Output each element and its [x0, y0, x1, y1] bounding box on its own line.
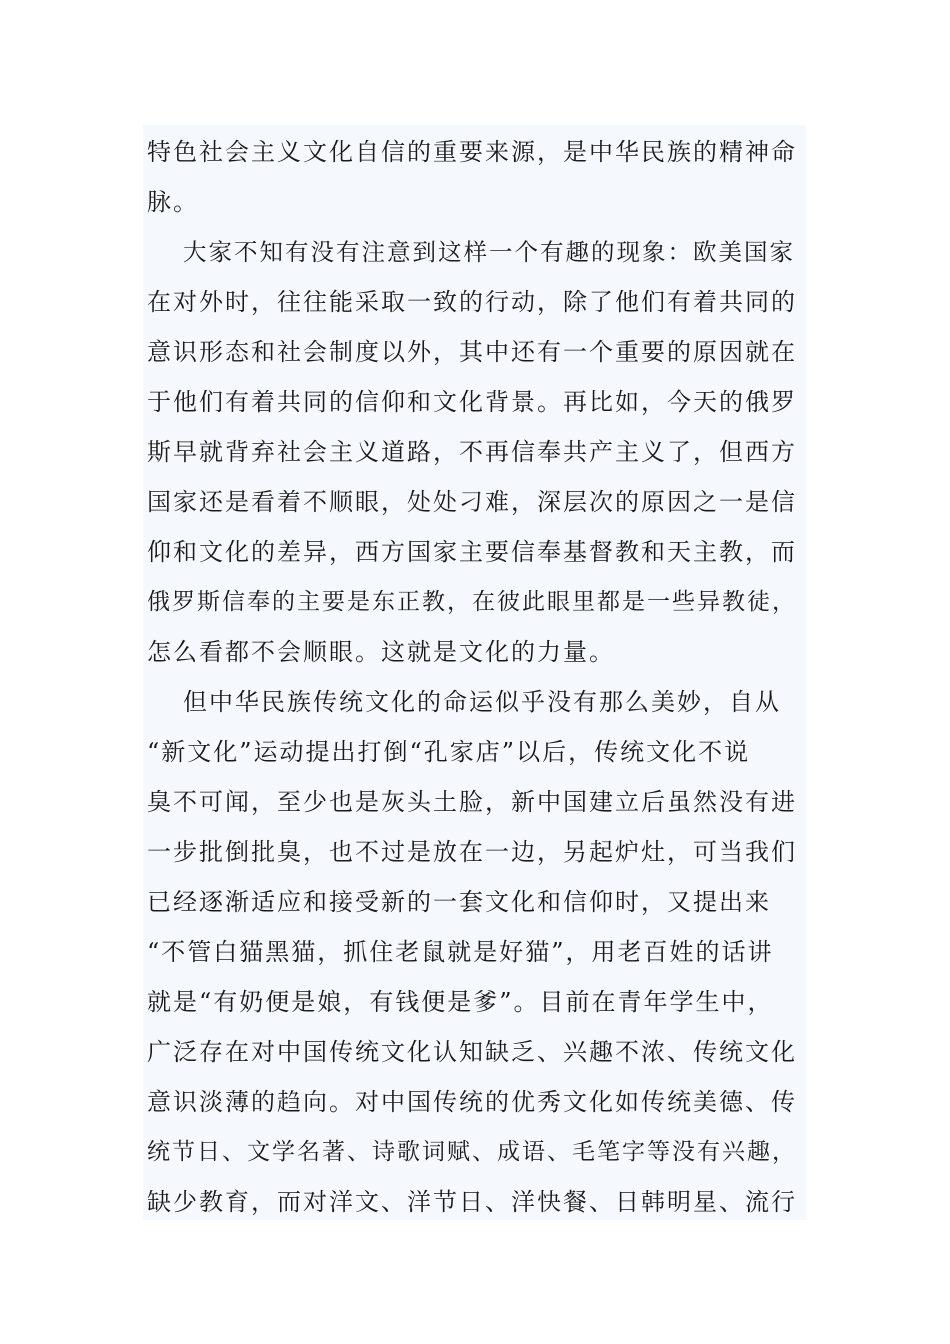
text-line: 仰和文化的差异，西方国家主要信奉基督教和天主教，而 — [147, 538, 797, 566]
text-line: “新文化”运动提出打倒“孔家店”以后，传统文化不说 — [147, 738, 751, 766]
text-line: 缺少教育，而对洋文、洋节日、洋快餐、日韩明星、流行 — [147, 1188, 797, 1216]
text-line: 怎么看都不会顺眼。这就是文化的力量。 — [147, 638, 615, 666]
text-line: “不管白猫黑猫，抓住老鼠就是好猫”，用老百姓的话讲 — [147, 938, 774, 966]
text-line: 脉。 — [147, 188, 199, 216]
paragraph-start-line: 大家不知有没有注意到这样一个有趣的现象：欧美国家 — [183, 238, 795, 266]
text-line: 斯早就背弃社会主义道路，不再信奉共产主义了，但西方 — [147, 438, 797, 466]
text-line: 国家还是看着不顺眼，处处刁难，深层次的原因之一是信 — [147, 488, 797, 516]
paragraph-start-line: 但中华民族传统文化的命运似乎没有那么美妙，自从 — [183, 688, 781, 716]
text-line: 一步批倒批臭，也不过是放在一边，另起炉灶，可当我们 — [147, 838, 797, 866]
text-line: 就是“有奶便是娘，有钱便是爹”。目前在青年学生中， — [147, 988, 774, 1016]
text-line: 俄罗斯信奉的主要是东正教，在彼此眼里都是一些异教徒， — [147, 589, 797, 615]
text-line: 意识淡薄的趋向。对中国传统的优秀文化如传统美德、传 — [147, 1088, 797, 1116]
text-line: 已经逐渐适应和接受新的一套文化和信仰时，又提出来 — [147, 888, 771, 916]
text-line: 统节日、文学名著、诗歌词赋、成语、毛笔字等没有兴趣， — [147, 1139, 797, 1165]
text-line: 于他们有着共同的信仰和文化背景。再比如，今天的俄罗 — [147, 388, 797, 416]
text-line: 臭不可闻，至少也是灰头土脸，新中国建立后虽然没有进 — [147, 788, 797, 816]
text-line: 广泛存在对中国传统文化认知缺乏、兴趣不浓、传统文化 — [147, 1038, 797, 1066]
text-line: 意识形态和社会制度以外，其中还有一个重要的原因就在 — [147, 338, 797, 366]
text-block — [143, 125, 806, 1220]
text-line: 特色社会主义文化自信的重要来源，是中华民族的精神命 — [147, 138, 797, 166]
text-line: 在对外时，往往能采取一致的行动，除了他们有着共同的 — [147, 288, 797, 316]
